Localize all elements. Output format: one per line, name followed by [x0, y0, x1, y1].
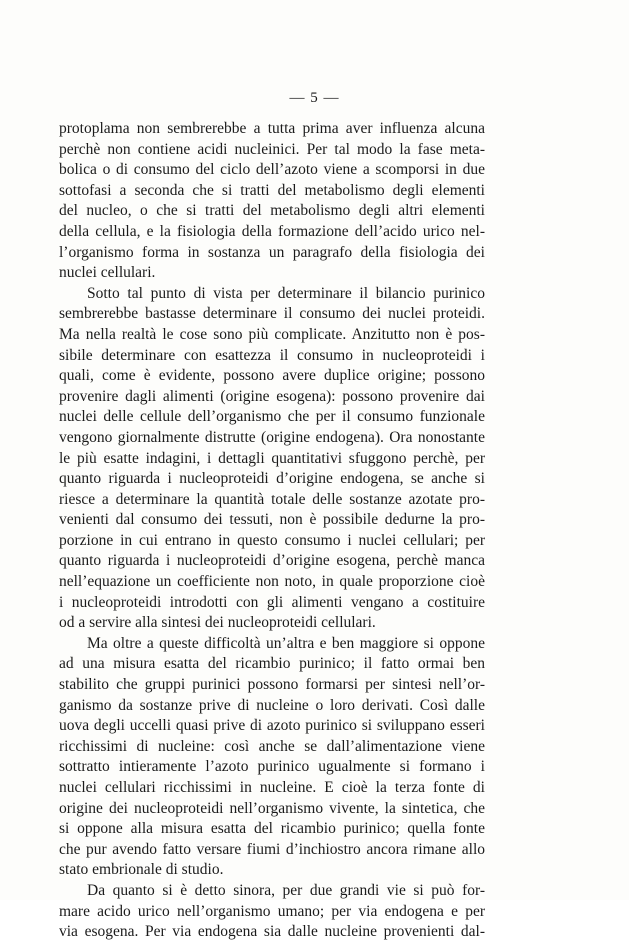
text-line: riesce a determinare la quantità totale delle sostanze azotate pro- — [59, 490, 485, 508]
body-text — [59, 119, 485, 943]
paragraph — [59, 119, 485, 284]
text-line: uova degli uccelli quasi prive di azoto purinico si sviluppano esseri — [59, 717, 485, 735]
text-line: venienti dal consumo dei tessuti, non è possibile dedurne la pro- — [59, 511, 485, 529]
text-line: mare acido urico nell’organismo umano; per via endogena e per — [59, 902, 485, 920]
text-line: Da quanto si è detto sinora, per due grandi vie si può for- — [87, 881, 485, 899]
text-line: quali, come è evidente, possono avere duplice origine; possono — [59, 367, 485, 385]
text-line: nell’equazione un coefficiente non noto, in quale proporzione cioè — [59, 573, 485, 591]
paragraph — [59, 881, 485, 943]
text-line: l’organismo forma in sostanza un paragrafo della fisiologia dei — [59, 243, 485, 261]
text-line: sibile determinare con esattezza il consumo in nucleoproteidi i — [59, 346, 485, 364]
text-line: provenire dagli alimenti (origine esogena): possono provenire dai — [59, 387, 485, 405]
text-line: ganismo da sostanze prive di nucleine o loro derivati. Così dalle — [59, 696, 485, 714]
text-line: nuclei delle cellule dell’organismo che per il consumo funzionale — [59, 408, 485, 426]
text-line: origine dei nucleoproteidi nell’organismo vivente, la sintetica, che — [59, 799, 485, 817]
text-line: Ma oltre a queste difficoltà un’altra e ben maggiore si oppone — [87, 634, 485, 652]
text-line: bolica o di consumo del ciclo dell’azoto viene a scomporsi in due — [59, 161, 485, 179]
paragraph — [59, 284, 485, 634]
text-line: vengono giornalmente distrutte (origine endogena). Ora nonostante — [59, 428, 485, 446]
text-line: quanto riguarda i nucleoproteidi d’origine endogena, se anche si — [59, 470, 485, 488]
text-line: protoplama non sembrerebbe a tutta prima aver influenza alcuna — [59, 120, 485, 137]
text-line: ad una misura esatta del ricambio purinico; il fatto ormai ben — [59, 655, 485, 673]
text-line: nuclei cellulari. — [59, 264, 156, 282]
text-line: si oppone alla misura esatta del ricambio purinico; quella fonte — [59, 820, 485, 838]
text-line: Sotto tal punto di vista per determinare il bilancio purinico — [87, 284, 485, 302]
text-line: nuclei cellulari ricchissimi in nucleine. E cioè la terza fonte di — [59, 779, 485, 796]
text-line: via esogena. Per via endogena sia dalle nucleine provenienti dal- — [59, 923, 485, 941]
text-line: sembrerebbe bastasse determinare il consumo dei nuclei proteidi. — [59, 305, 485, 323]
text-line: i nucleoproteidi introdotti con gli alimenti vengano a costituire — [59, 593, 485, 611]
page-number: — 5 — — [289, 90, 340, 106]
text-line: della cellula, e la fisiologia della formazione dell’acido urico nel- — [59, 222, 485, 240]
text-line: del nucleo, o che si tratti del metabolismo degli altri elementi — [59, 202, 485, 220]
text-line: perchè non contiene acidi nucleinici. Per tal modo la fase meta- — [59, 140, 485, 158]
text-line: od a servire alla sintesi dei nucleoproteidi cellulari. — [59, 614, 376, 632]
text-line: sottofasi a seconda che si tratti del metabolismo degli elementi — [59, 181, 485, 199]
text-line: Ma nella realtà le cose sono più complicate. Anzitutto non è pos- — [59, 325, 485, 343]
text-line: quanto riguarda i nucleoproteidi d’origine esogena, perchè manca — [59, 552, 485, 570]
text-line: che pur avendo fatto versare fiumi d’inchiostro ancora rimane allo — [59, 840, 485, 858]
text-line: porzione in cui entrano in questo consumo i nuclei cellulari; per — [59, 531, 485, 549]
paragraph — [59, 634, 485, 881]
text-line: sottratto intieramente l’azoto purinico ugualmente si formano i — [59, 758, 485, 776]
text-line: stabilito che gruppi purinici possono formarsi per sintesi nell’or- — [59, 676, 485, 694]
text-line: le più esatte indagini, i dettagli quantitativi sfuggono perchè, per — [59, 449, 485, 467]
text-line: ricchissimi di nucleine: così anche se dall’alimentazione viene — [59, 737, 485, 755]
text-line: stato embrionale di studio. — [59, 861, 224, 879]
